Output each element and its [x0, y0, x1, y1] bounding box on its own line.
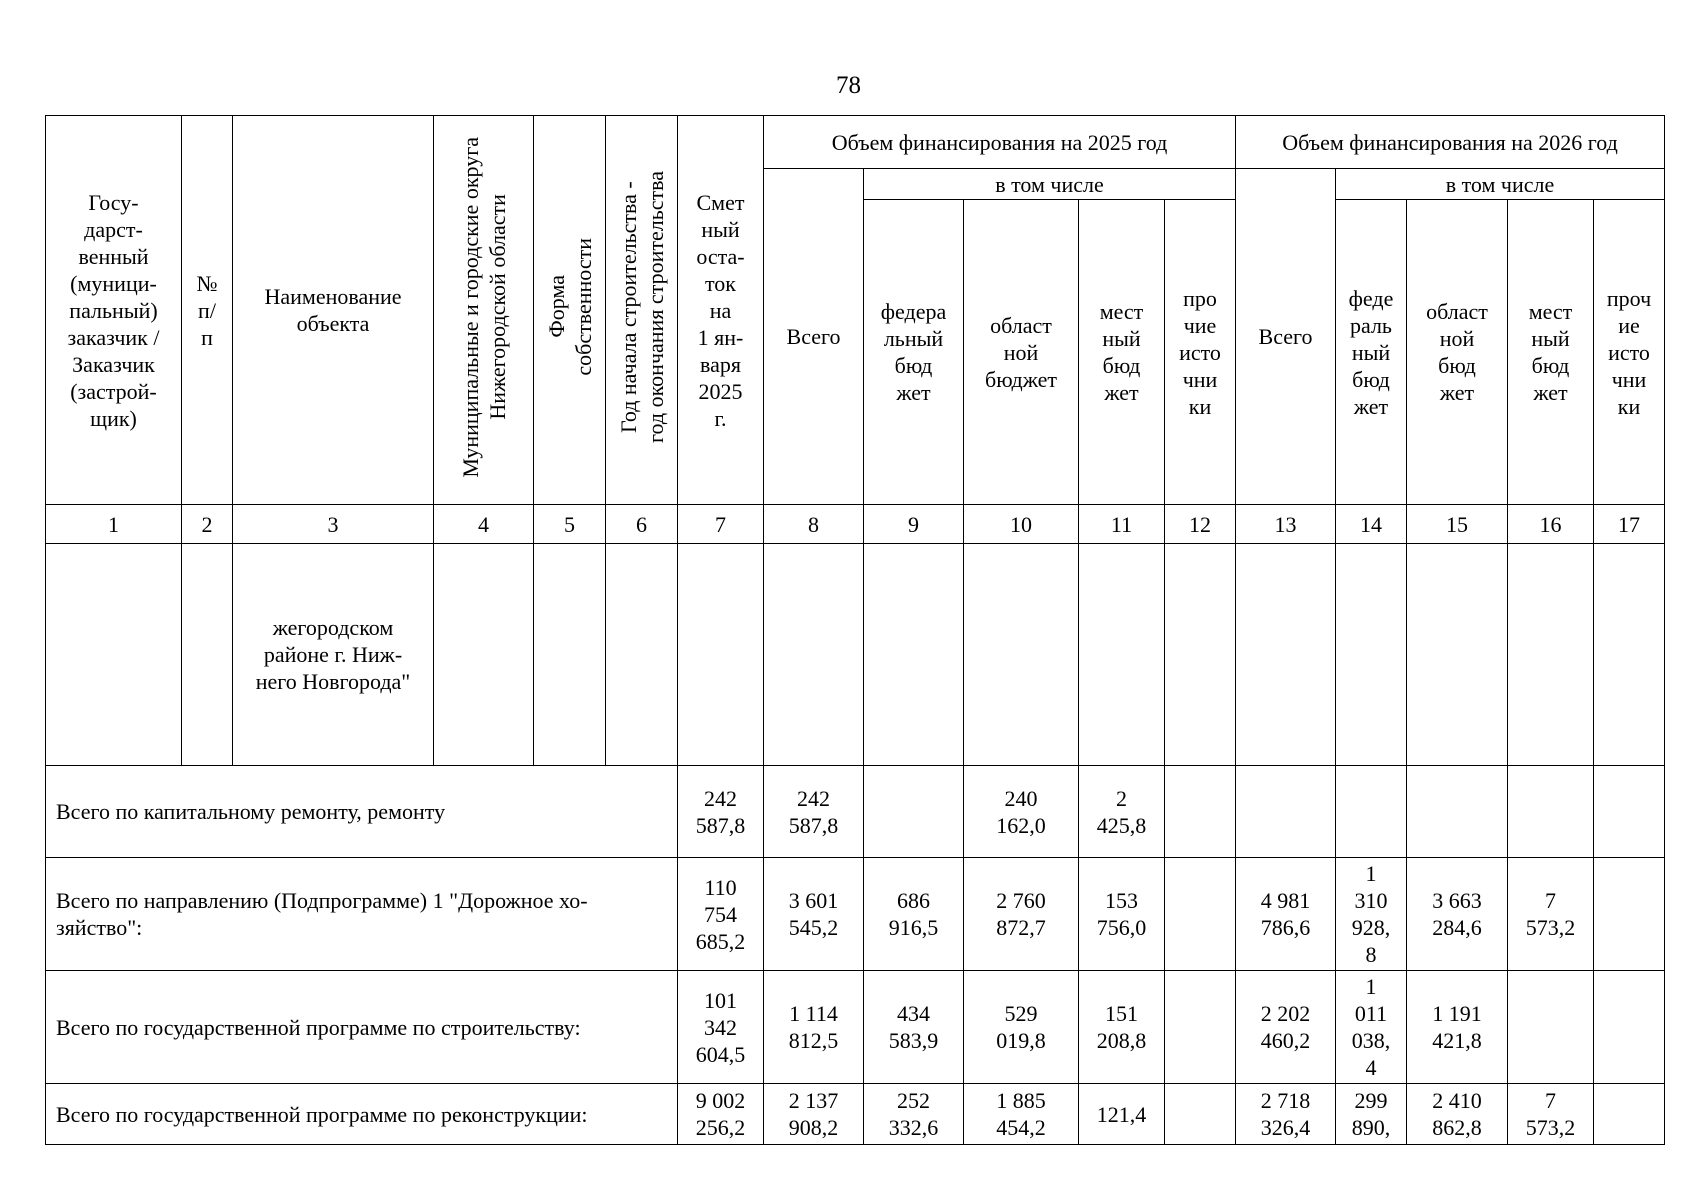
- header-federal-2026: феде раль ный бюд жет: [1336, 200, 1407, 505]
- total-c9: 252 332,6: [864, 1084, 964, 1145]
- total-c8: 3 601 545,2: [764, 858, 864, 971]
- header-years: Год начала строительства - год окончания строительства: [606, 116, 678, 505]
- col-num: 3: [233, 505, 434, 544]
- total-c13: 4 981 786,6: [1236, 858, 1336, 971]
- total-label: Всего по государственной программе по реконструкции:: [46, 1084, 678, 1145]
- header-customer: Госу- дарст- венный (муници- пальный) заказчик / Заказчик (застрой- щик): [46, 116, 182, 505]
- total-c15: 2 410 862,8: [1407, 1084, 1508, 1145]
- total-c16: [1508, 766, 1594, 858]
- total-row-construction: [46, 971, 1665, 1084]
- header-group-2026: Объем финансирования на 2026 год: [1236, 116, 1665, 169]
- header-total-2026: Всего: [1236, 169, 1336, 505]
- total-c9: 434 583,9: [864, 971, 964, 1084]
- total-c11: 2 425,8: [1079, 766, 1165, 858]
- total-c15: [1407, 766, 1508, 858]
- header-municipality: Муниципальные и городские округа Нижегородской области: [434, 116, 534, 505]
- total-row-reconstruction: [46, 1084, 1665, 1145]
- total-c8: 242 587,8: [764, 766, 864, 858]
- col-num: 8: [764, 505, 864, 544]
- col-num: 6: [606, 505, 678, 544]
- col-num: 17: [1594, 505, 1665, 544]
- col-num: 14: [1336, 505, 1407, 544]
- total-c16: 7 573,2: [1508, 1084, 1594, 1145]
- header-local-2026: мест ный бюд жет: [1508, 200, 1594, 505]
- total-c17: [1594, 1084, 1665, 1145]
- header-incl-2025: в том числе: [864, 169, 1236, 200]
- total-c11: 153 756,0: [1079, 858, 1165, 971]
- col-num: 4: [434, 505, 534, 544]
- header-incl-2026: в том числе: [1336, 169, 1665, 200]
- header-federal-2025: федера льный бюд жет: [864, 200, 964, 505]
- total-c7: 101 342 604,5: [678, 971, 764, 1084]
- total-c13: 2 202 460,2: [1236, 971, 1336, 1084]
- total-label: Всего по государственной программе по строительству:: [46, 971, 678, 1084]
- total-c10: 529 019,8: [964, 971, 1079, 1084]
- header-estimate-balance: Смет ный оста- ток на 1 ян- варя 2025 г.: [678, 116, 764, 505]
- header-regional-2025: област ной бюджет: [964, 200, 1079, 505]
- col-num: 10: [964, 505, 1079, 544]
- total-c9: [864, 766, 964, 858]
- total-c13: [1236, 766, 1336, 858]
- total-c7: 110 754 685,2: [678, 858, 764, 971]
- total-c15: 1 191 421,8: [1407, 971, 1508, 1084]
- total-c10: 2 760 872,7: [964, 858, 1079, 971]
- header-total-2025: Всего: [764, 169, 864, 505]
- total-c12: [1165, 766, 1236, 858]
- total-c9: 686 916,5: [864, 858, 964, 971]
- total-c12: [1165, 1084, 1236, 1145]
- continuation-row: [46, 544, 1665, 766]
- header-number: № п/ п: [182, 116, 233, 505]
- header-group-2025: Объем финансирования на 2025 год: [764, 116, 1236, 169]
- total-c7: 9 002 256,2: [678, 1084, 764, 1145]
- col-num: 13: [1236, 505, 1336, 544]
- page-number: 78: [836, 72, 861, 99]
- total-c8: 2 137 908,2: [764, 1084, 864, 1145]
- total-c16: 7 573,2: [1508, 858, 1594, 971]
- col-num: 16: [1508, 505, 1594, 544]
- total-c16: [1508, 971, 1594, 1084]
- total-c13: 2 718 326,4: [1236, 1084, 1336, 1145]
- total-c10: 240 162,0: [964, 766, 1079, 858]
- object-name-continued: жегородском районе г. Ниж- него Новгорода": [233, 544, 434, 766]
- column-number-row: [46, 505, 1665, 544]
- col-num: 5: [534, 505, 606, 544]
- total-label: Всего по направлению (Подпрограмме) 1 "Дорожное хо- зяйство":: [46, 858, 678, 971]
- total-c14: 1 011 038, 4: [1336, 971, 1407, 1084]
- col-num: 15: [1407, 505, 1508, 544]
- total-c14: 299 890,: [1336, 1084, 1407, 1145]
- total-c14: 1 310 928, 8: [1336, 858, 1407, 971]
- total-c11: 121,4: [1079, 1084, 1165, 1145]
- financing-table: [45, 115, 1665, 1145]
- total-c10: 1 885 454,2: [964, 1084, 1079, 1145]
- total-c15: 3 663 284,6: [1407, 858, 1508, 971]
- total-c11: 151 208,8: [1079, 971, 1165, 1084]
- header-ownership: Форма собственности: [534, 116, 606, 505]
- col-num: 12: [1165, 505, 1236, 544]
- header-object-name: Наименование объекта: [233, 116, 434, 505]
- header-row-1: [46, 116, 1665, 169]
- total-c12: [1165, 858, 1236, 971]
- total-c17: [1594, 971, 1665, 1084]
- col-num: 1: [46, 505, 182, 544]
- total-c12: [1165, 971, 1236, 1084]
- total-c7: 242 587,8: [678, 766, 764, 858]
- header-regional-2026: област ной бюд жет: [1407, 200, 1508, 505]
- total-c17: [1594, 766, 1665, 858]
- col-num: 2: [182, 505, 233, 544]
- total-row-roads: [46, 858, 1665, 971]
- total-c8: 1 114 812,5: [764, 971, 864, 1084]
- total-c17: [1594, 858, 1665, 971]
- col-num: 9: [864, 505, 964, 544]
- total-label: Всего по капитальному ремонту, ремонту: [46, 766, 678, 858]
- header-other-2026: проч ие исто чни ки: [1594, 200, 1665, 505]
- total-c14: [1336, 766, 1407, 858]
- header-local-2025: мест ный бюд жет: [1079, 200, 1165, 505]
- total-row-repair: [46, 766, 1665, 858]
- col-num: 11: [1079, 505, 1165, 544]
- col-num: 7: [678, 505, 764, 544]
- header-other-2025: про чие исто чни ки: [1165, 200, 1236, 505]
